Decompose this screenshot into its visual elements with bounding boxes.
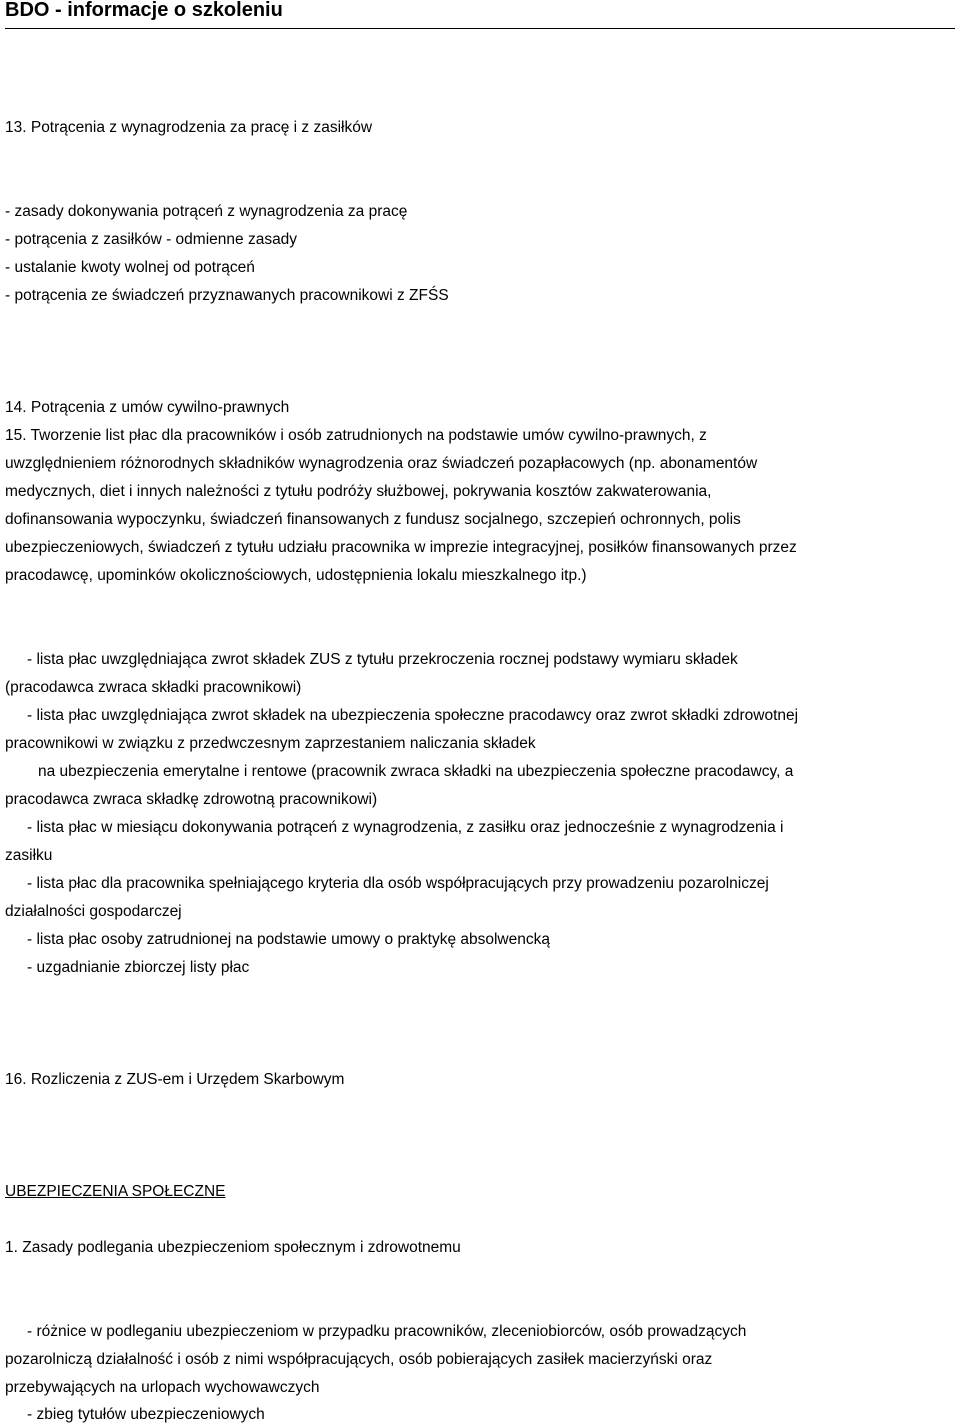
paragraph-line: pracodawcę, upominków okolicznościowych, udostępnienia lokalu mieszkalnego itp.) xyxy=(5,567,587,584)
list-item: - uzgadnianie zbiorczej listy płac xyxy=(27,959,250,976)
list-item-continuation: pozarolniczą działalność i osób z nimi współpracujących, osób pobierających zasiłek macierzyński oraz xyxy=(5,1351,713,1368)
list-item: - lista płac uwzględniająca zwrot składek ZUS z tytułu przekroczenia rocznej podstawy wymiaru składek xyxy=(27,651,738,668)
section-heading: 1. Zasady podlegania ubezpieczeniom społecznym i zdrowotnemu xyxy=(5,1239,461,1256)
list-item: - potrącenia ze świadczeń przyznawanych pracownikowi z ZFŚS xyxy=(5,287,449,304)
list-item: - różnice w podleganiu ubezpieczeniom w przypadku pracowników, zleceniobiorców, osób prowadzących xyxy=(27,1323,747,1340)
paragraph-line: dofinansowania wypoczynku, świadczeń finansowanych z fundusz socjalnego, szczepień ochronnych, polis xyxy=(5,511,741,528)
list-item-continuation: (pracodawca zwraca składki pracownikowi) xyxy=(5,679,302,696)
list-item: - ustalanie kwoty wolnej od potrąceń xyxy=(5,259,255,276)
list-item: - lista płac uwzględniająca zwrot składek na ubezpieczenia społeczne pracodawcy oraz zwrot składki zdrowotnej xyxy=(27,707,799,724)
list-item-continuation: pracownikowi w związku z przedwczesnym zaprzestaniem naliczania składek xyxy=(5,735,536,752)
paragraph-line: ubezpieczeniowych, świadczeń z tytułu udziału pracownika w imprezie integracyjnej, posiłków finansowanych przez xyxy=(5,539,797,556)
list-item: - lista płac osoby zatrudnionej na podstawie umowy o praktykę absolwencką xyxy=(27,931,550,948)
paragraph-line: medycznych, diet i innych należności z tytułu podróży służbowej, pokrywania kosztów zakwaterowania, xyxy=(5,483,712,500)
paragraph-line: uwzględnieniem różnorodnych składników wynagrodzenia oraz świadczeń pozapłacowych (np. abonamentów xyxy=(5,455,758,472)
page-title: BDO - informacje o szkoleniu xyxy=(5,0,283,21)
list-item: - lista płac w miesiącu dokonywania potrąceń z wynagrodzenia, z zasiłku oraz jednocześnie z wynagrodzenia i xyxy=(27,819,784,836)
list-item: - zbieg tytułów ubezpieczeniowych xyxy=(27,1406,265,1423)
category-heading: UBEZPIECZENIA SPOŁECZNE xyxy=(5,1183,226,1200)
paragraph-line: 15. Tworzenie list płac dla pracowników i osób zatrudnionych na podstawie umów cywilno-prawnych, z xyxy=(5,427,707,444)
list-item: - lista płac dla pracownika spełniającego kryteria dla osób współpracujących przy prowadzeniu pozarolniczej xyxy=(27,875,769,892)
list-item: - potrącenia z zasiłków - odmienne zasady xyxy=(5,231,298,248)
section-heading: 13. Potrącenia z wynagrodzenia za pracę i z zasiłków xyxy=(5,119,373,136)
header-divider xyxy=(5,28,955,29)
list-item-continuation: działalności gospodarczej xyxy=(5,903,182,920)
list-item: - zasady dokonywania potrąceń z wynagrodzenia za pracę xyxy=(5,203,408,220)
list-item-continuation: przebywających na urlopach wychowawczych xyxy=(5,1379,320,1396)
list-item-continuation: zasiłku xyxy=(5,847,53,864)
list-item-continuation: na ubezpieczenia emerytalne i rentowe (pracownik zwraca składki na ubezpieczenia społeczne pracodawcy, a xyxy=(38,763,794,780)
section-heading: 14. Potrącenia z umów cywilno-prawnych xyxy=(5,399,290,416)
list-item-continuation: pracodawca zwraca składkę zdrowotną pracownikowi) xyxy=(5,791,378,808)
section-heading: 16. Rozliczenia z ZUS-em i Urzędem Skarbowym xyxy=(5,1071,345,1088)
